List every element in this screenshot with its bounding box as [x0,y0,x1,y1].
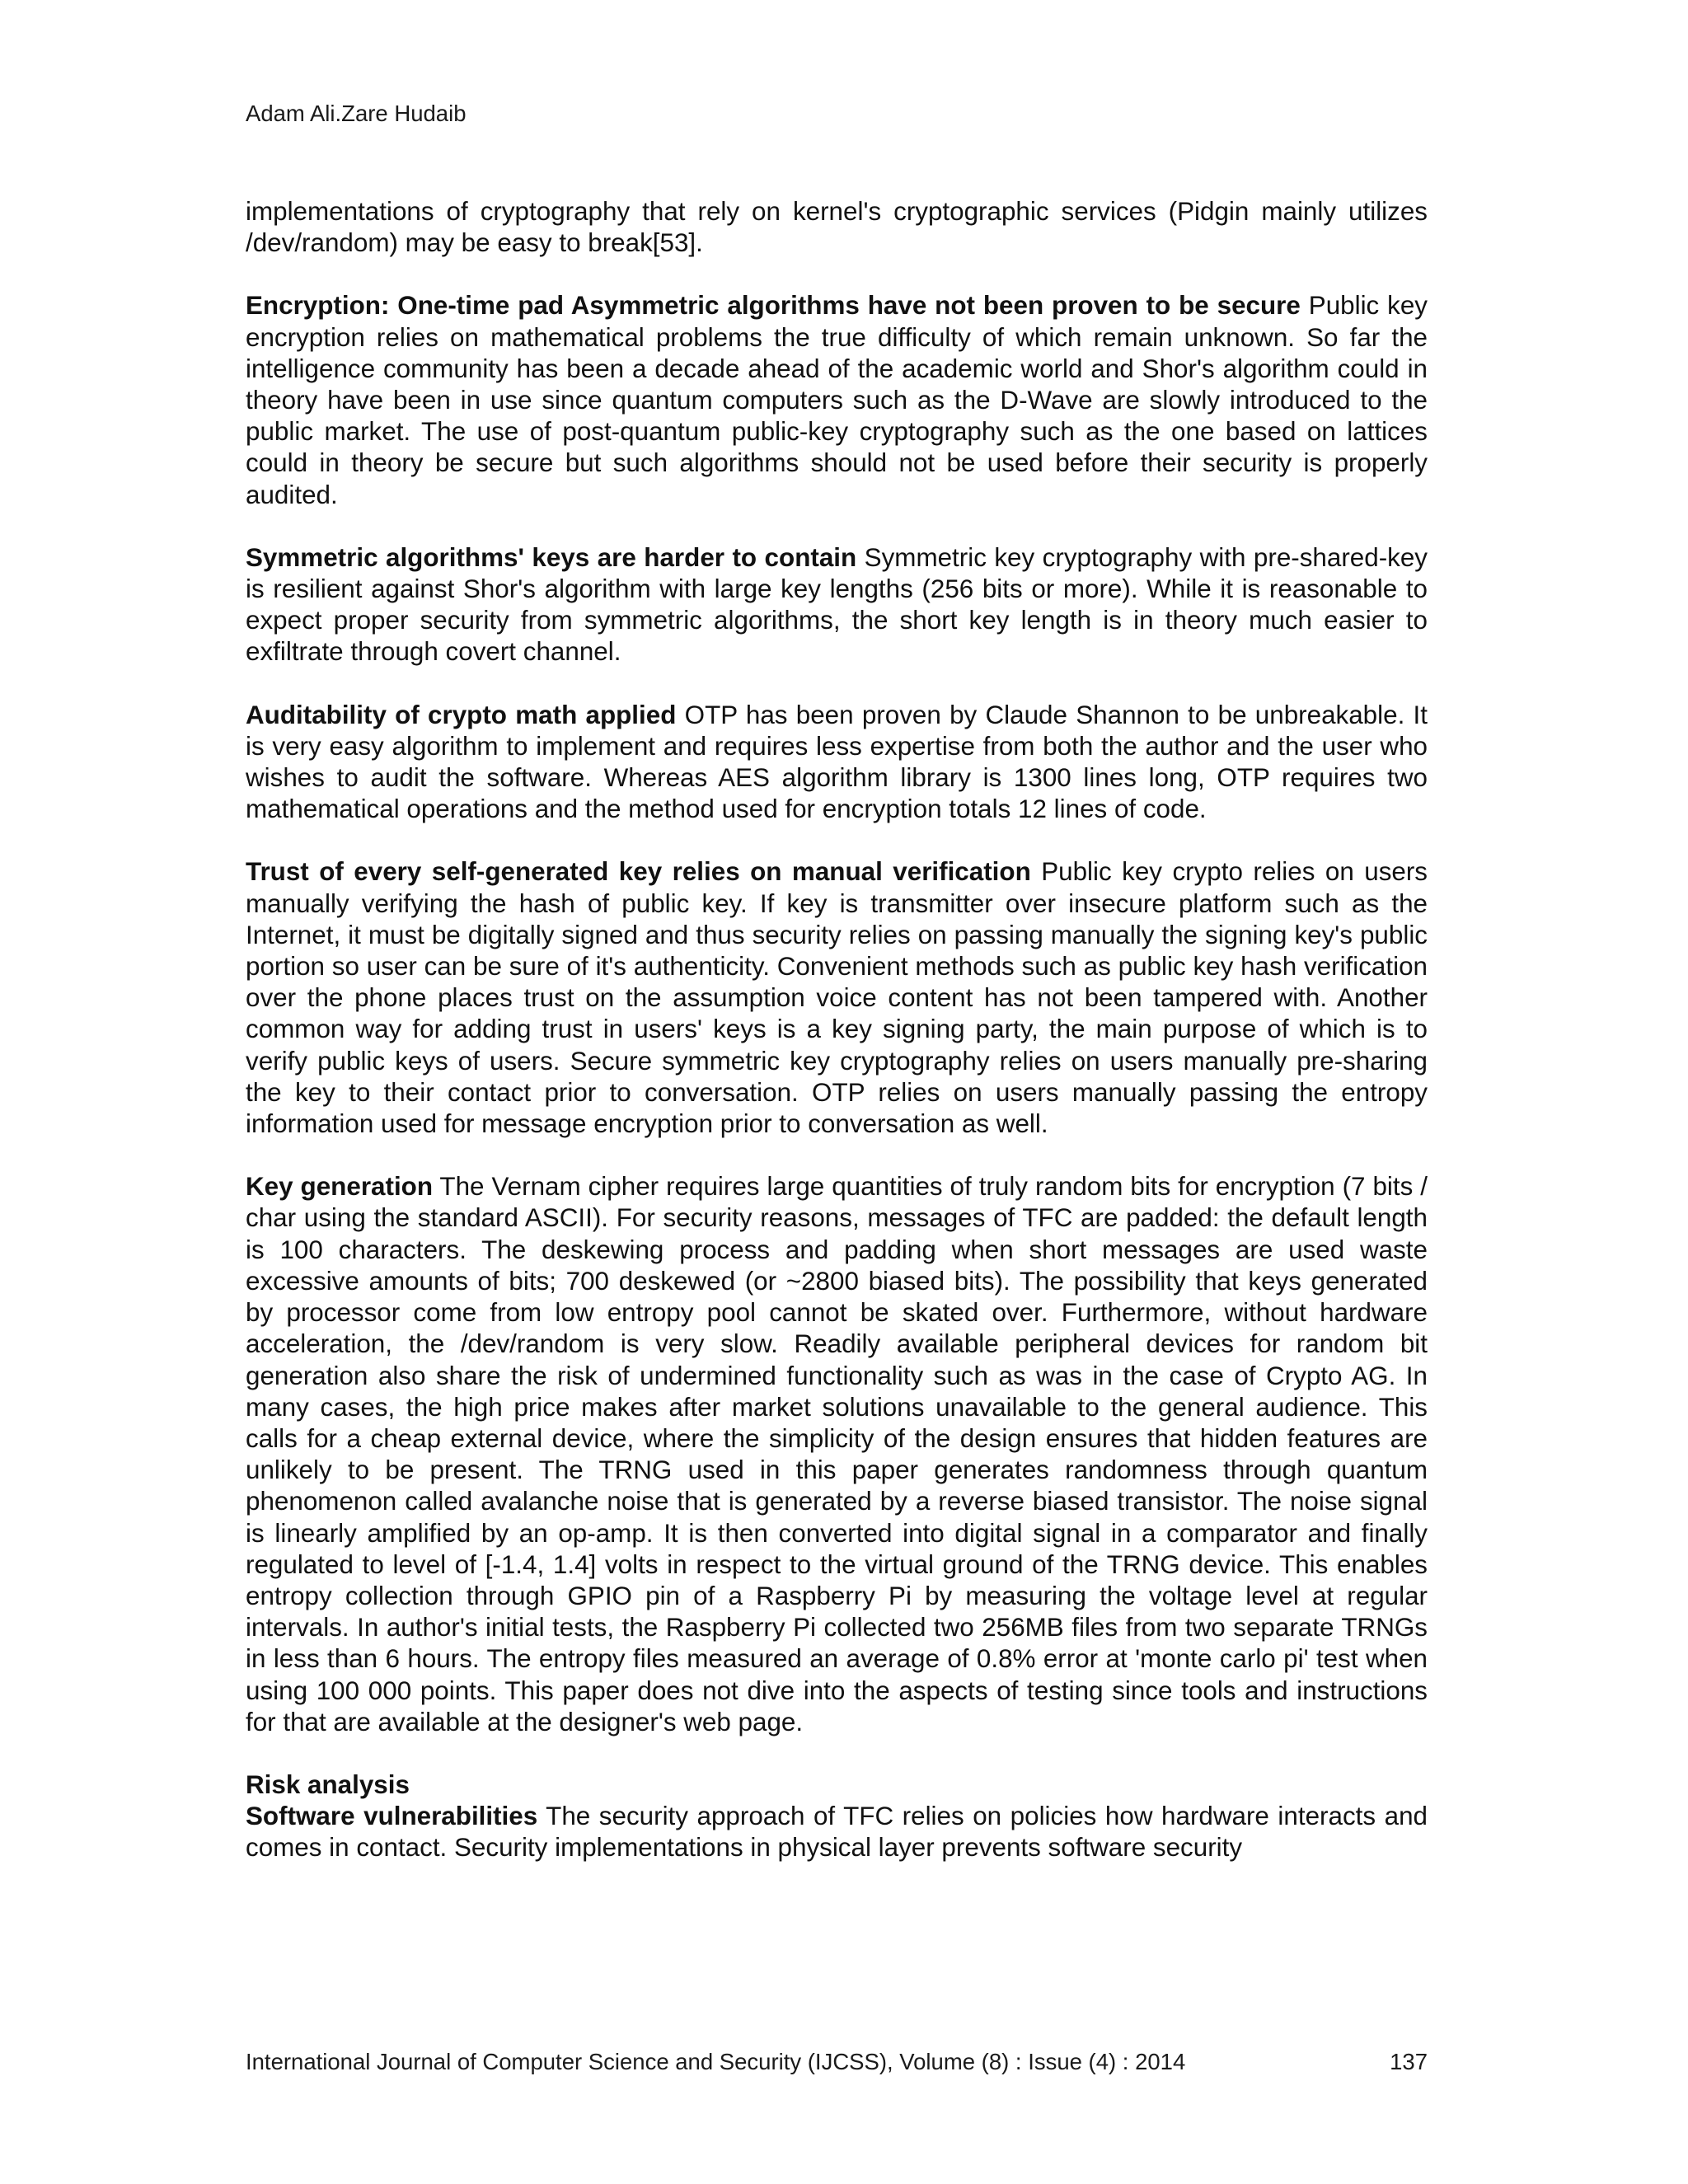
paragraph-auditability [246,700,1428,826]
article-body [246,196,1428,1896]
paragraph-heading: Auditability of crypto math applied [246,700,677,729]
paragraph-text: The security approach of TFC relies on policies how hardware interacts and comes in contact. Security implementations in physical layer prevents software security [246,1802,1428,1863]
paragraph-key-generation [246,1171,1428,1738]
paragraph-heading: Encryption: One-time pad Asymmetric algorithms have not been proven to be secure [246,291,1301,321]
paragraph-encryption [246,290,1428,510]
paragraph-text: OTP has been proven by Claude Shannon to be unbreakable. It is very easy algorithm to implement and requires less expertise from both the author and the user who wishes to audit the software. Whereas AES algorithm library is 1300 lines long, OTP requires two mathematical operations and the method used for encryption totals 12 lines of code. [246,700,1428,824]
paragraph-text: Public key encryption relies on mathematical problems the true difficulty of which remain unknown. So far the intelligence community has been a decade ahead of the academic world and Shor's algorithm could in theory have been in use since quantum computers such as the D-Wave are slowly introduced to the public market. The use of post-quantum public-key cryptography such as the one based on lattices could in theory be secure but such algorithms should not be used before their security is properly audited. [246,291,1428,509]
paragraph-software-vulnerabilities [246,1801,1428,1863]
paragraph-text: Symmetric key cryptography with pre-shared-key is resilient against Shor's algorithm with large key lengths (256 bits or more). While it is reasonable to expect proper security from symmetric algorithms, the short key length is in theory much easier to exfiltrate through covert channel. [246,542,1428,667]
paragraph-heading: Trust of every self-generated key relies on manual verification [246,857,1031,887]
paragraph-heading: Software vulnerabilities [246,1802,538,1831]
paragraph-continuation [246,196,1428,259]
page-number: 137 [1390,2049,1428,2074]
footer-journal-citation: International Journal of Computer Science and Security (IJCSS), Volume (8) : Issue (4) : 2014 [246,2049,1186,2074]
paragraph-text: Public key crypto relies on users manually verifying the hash of public key. If key is transmitter over insecure platform such as the Internet, it must be digitally signed and thus security relies on passing manually the signing key's public portion so user can be sure of it's authenticity. Convenient methods such as public key hash verification over the phone places trust on the assumption voice content has not been tampered with. Another common way for adding trust in users' keys is a key signing party, the main purpose of which is to verify public keys of users. Secure symmetric key cryptography relies on users manually pre-sharing the key to their contact prior to conversation. OTP relies on users manually passing the entropy information used for message encryption prior to conversation as well. [246,857,1428,1139]
section-heading-risk-analysis: Risk analysis [246,1769,410,1799]
paragraph-text: implementations of cryptography that rely on kernel's cryptographic services (Pidgin mainly utilizes /dev/random) may be easy to break[53]. [246,197,1428,258]
paragraph-heading: Symmetric algorithms' keys are harder to contain [246,542,857,572]
paragraph-symmetric-keys [246,542,1428,668]
paragraph-trust [246,856,1428,1140]
running-head-author: Adam Ali.Zare Hudaib [246,101,467,126]
paragraph-heading: Key generation [246,1172,434,1202]
paragraph-text: The Vernam cipher requires large quantities of truly random bits for encryption (7 bits / char using the standard ASCII). For security reasons, messages of TFC are padded: the default length is 100 characters. The deskewing process and padding when short messages are used waste excessive amounts of bits; 700 deskewed (or ~2800 biased bits). The possibility that keys generated by processor come from low entropy pool cannot be skated over. Furthermore, without hardware acceleration, the /dev/random is very slow. Readily available peripheral devices for random bit generation also share the risk of undermined functionality such as was in the case of Crypto AG. In many cases, the high price makes after market solutions unavailable to the general audience. This calls for a cheap external device, where the simplicity of the design ensures that hidden features are unlikely to be present. The TRNG used in this paper generates randomness through quantum phenomenon called avalanche noise that is generated by a reverse biased transistor. The noise signal is linearly amplified by an op-amp. It is then converted into digital signal in a comparator and finally regulated to level of [-1.4, 1.4] volts in respect to the virtual ground of the TRNG device. This enables entropy collection through GPIO pin of a Raspberry Pi by measuring the voltage level at regular intervals. In author's initial tests, the Raspberry Pi collected two 256MB files from two separate TRNGs in less than 6 hours. The entropy files measured an average of 0.8% error at 'monte carlo pi' test when using 100 000 points. This paper does not dive into the aspects of testing since tools and instructions for that are available at the designer's web page. [246,1172,1428,1736]
